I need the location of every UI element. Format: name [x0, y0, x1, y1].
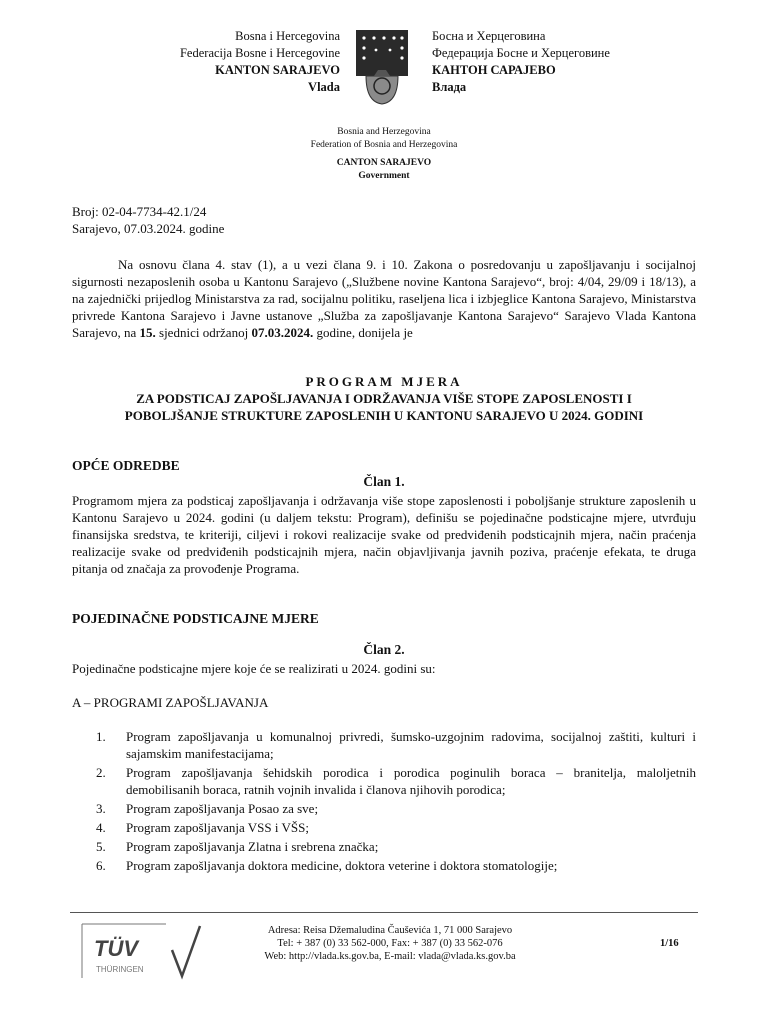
list-item [96, 764, 696, 798]
list-item [96, 819, 696, 836]
intro-text-3: godine, donijela je [313, 325, 413, 340]
coat-of-arms-icon [352, 26, 412, 108]
list-item-text: Program zapošljavanja Zlatna i srebrena značka; [126, 839, 379, 854]
document-date: Sarajevo, 07.03.2024. godine [72, 221, 225, 236]
employment-program-list [96, 728, 696, 876]
footer-address: Adresa: Reisa Džemaludina Čauševića 1, 71 000 Sarajevo [267, 925, 513, 936]
document-meta [72, 203, 224, 237]
list-item-text: Program zapošljavanja doktora medicine, doktora veterine i doktora stomatologije; [126, 858, 558, 873]
session-date: 07.03.2024. [251, 325, 314, 340]
header-country-cyr: Босна и Херцеговина [432, 29, 546, 43]
list-item-text: Program zapošljavanja Posao za sve; [126, 801, 319, 816]
list-item [96, 800, 696, 817]
intro-text-1: Na osnovu člana 4. stav (1), a u vezi člana 9. i 10. Zakona o posredovanju u zapošljavanju i socijalnoj sigurnosti nezaposlenih osoba u Kantonu Sarajevo („Službene novine Kantona Sarajevo“, broj: 4/04, 29/09 i 18/13), a na zajednički prijedlog Ministarstva za rad, socijalnu politiku, raseljena lica i izbjeglice Kantona Sarajevo, Ministarstva privrede Kantona Sarajevo i Javne ustanove „Služba za zapošljavanje Kantona Sarajevo“ Sarajevo Vlada Kantona Sarajevo, na [72, 257, 696, 340]
header-government-cyr: Влада [432, 80, 467, 94]
list-item-number: 1. [96, 729, 106, 744]
header-federation: Federacija Bosne i Hercegovine [179, 46, 340, 60]
header-right-cyrillic [432, 28, 692, 96]
program-title-line1: PROGRAM MJERA [305, 374, 463, 389]
list-item-number: 4. [96, 820, 106, 835]
header-canton-cyr: КАНТОН САРАЈЕВО [432, 63, 556, 77]
intro-paragraph [72, 256, 696, 341]
header-left-latin [120, 28, 340, 96]
list-item [96, 838, 696, 855]
subsection-employment-programs: A – PROGRAMI ZAPOŠLJAVANJA [72, 695, 269, 710]
footer-phone: Tel: + 387 (0) 33 562-000, Fax: + 387 (0) 33 562-076 [277, 938, 503, 949]
section-heading-measures: POJEDINAČNE PODSTICAJNE MJERE [72, 611, 319, 626]
list-item [96, 857, 696, 874]
header-government-en: Government [358, 170, 410, 181]
section-heading-general: OPĆE ODREDBE [72, 458, 180, 473]
footer-web: Web: http://vlada.ks.gov.ba, E-mail: vlada@vlada.ks.gov.ba [264, 951, 516, 962]
program-title [60, 373, 708, 424]
program-title-line2: ZA PODSTICAJ ZAPOŠLJAVANJA I ODRŽAVANJA VIŠE STOPE ZAPOSLENOSTI I [136, 391, 632, 406]
document-number: Broj: 02-04-7734-42.1/24 [72, 204, 207, 219]
program-title-line3: POBOLJŠANJE STRUKTURE ZAPOSLENIH U KANTONU SARAJEVO U 2024. GODINI [124, 408, 644, 423]
header-english [0, 126, 768, 182]
article-1-heading: Član 1. [363, 474, 405, 489]
list-item-text: Program zapošljavanja u komunalnoj privredi, šumsko-uzgojnim radovima, socijalnoj zaštiti, kulturi i sajamskim manifestacijama; [126, 729, 696, 761]
header-country-en: Bosnia and Herzegovina [337, 127, 431, 137]
header-federation-cyr: Федерација Босне и Херцеговине [432, 46, 610, 60]
list-item-number: 2. [96, 765, 106, 780]
footer-divider [70, 912, 698, 913]
tuv-logo-subtext: THÜRINGEN [96, 965, 144, 974]
article-1-text: Programom mjera za podsticaj zapošljavanja i održavanja više stope zaposlenosti i poboljšanje strukture zaposlenih u Kantonu Sarajevo u 2024. godini (u daljem tekstu: Program), definišu se pojedinačne podsticajne mjere, utvrđuju finansijska sredstva, te kriteriji, ciljevi i rokovi realizacije svake od predviđenih podsticajnih mjera, način praćenja realizacije svake od predviđenih podsticajnih mjera, način objavljivanja javnih poziva, praćenje efekata, te druga pitanja od značaja za provođenje Programa. [72, 493, 696, 576]
header-canton: KANTON SARAJEVO [215, 63, 340, 77]
list-item-number: 3. [96, 801, 106, 816]
session-number: 15. [139, 325, 156, 340]
header-government: Vlada [308, 80, 340, 94]
list-item-text: Program zapošljavanja šehidskih porodica i porodica poginulih boraca – branitelja, maloljetnih demobilisanih boraca, ratnih vojnih invalida i članova njihovih porodica; [126, 765, 696, 797]
tuv-logo-text: TÜV [94, 936, 138, 961]
intro-text-2: sjednici održanoj [155, 325, 252, 340]
list-item [96, 728, 696, 762]
header-federation-en: Federation of Bosnia and Herzegovina [310, 139, 458, 150]
list-item-number: 5. [96, 839, 106, 854]
article-2-heading: Član 2. [363, 642, 405, 657]
header-country: Bosna i Hercegovina [235, 29, 340, 43]
header-canton-en: CANTON SARAJEVO [336, 158, 432, 168]
footer-contact [200, 924, 580, 963]
list-item-text: Program zapošljavanja VSS i VŠS; [126, 820, 309, 835]
tuv-certification-logo [76, 920, 204, 982]
list-item-number: 6. [96, 858, 106, 873]
article-2-text: Pojedinačne podsticajne mjere koje će se realizirati u 2024. godini su: [72, 661, 436, 676]
page-number: 1/16 [660, 938, 679, 949]
